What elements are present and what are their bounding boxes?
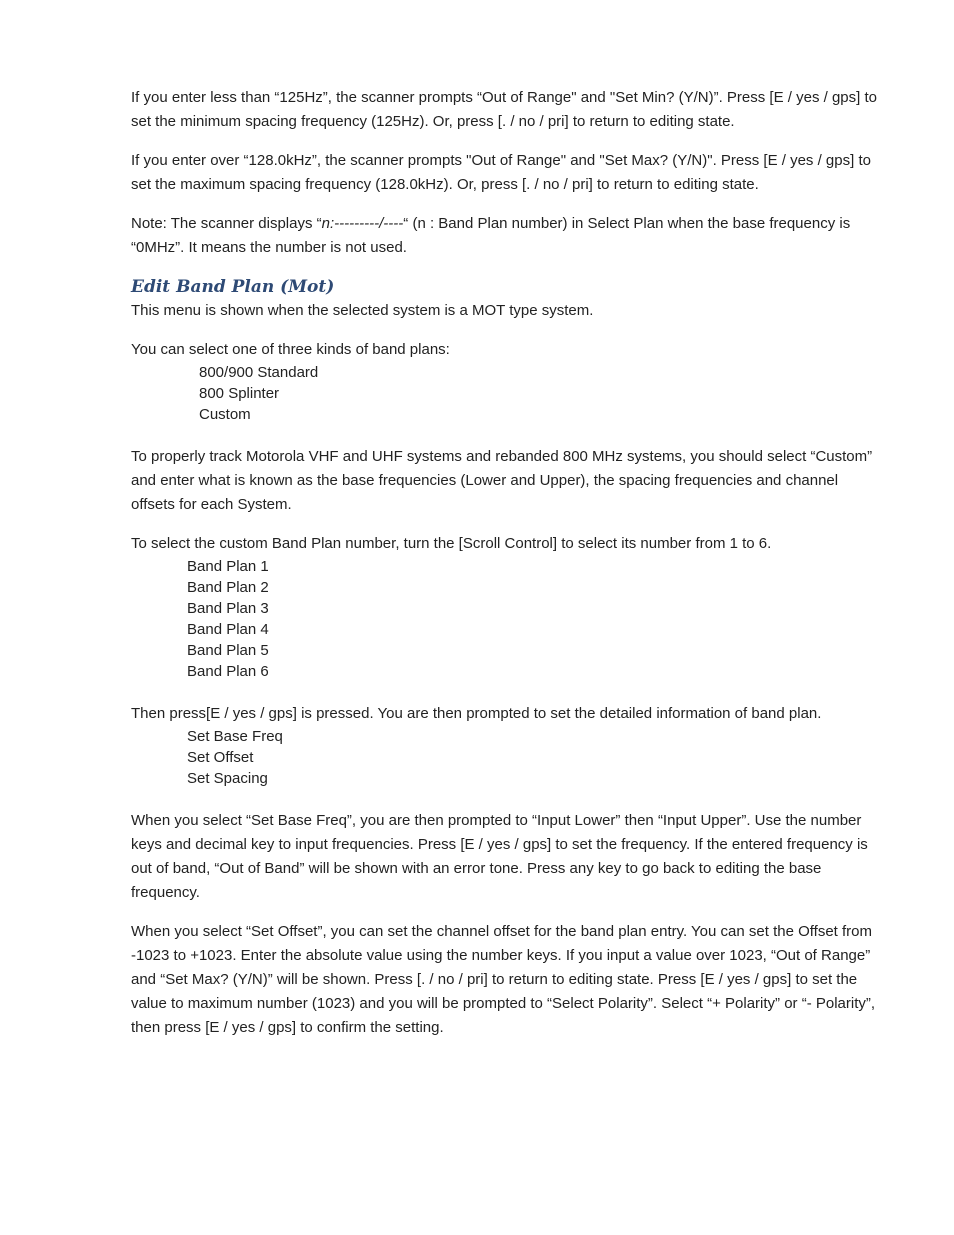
paragraph-max-spacing: If you enter over “128.0kHz”, the scanner prompts "Out of Range" and "Set Max? (Y/N)". Press [E / yes / gps] to set the maximum spacing frequency (128.0kHz). Or, press [. / no / pri] to return to editing state. bbox=[131, 152, 871, 193]
list-item: Band Plan 6 bbox=[187, 663, 269, 680]
list-item: Set Base Freq bbox=[187, 728, 283, 745]
list-item: Custom bbox=[199, 406, 251, 423]
list-item: 800 Splinter bbox=[199, 385, 280, 402]
list-item: Band Plan 1 bbox=[187, 558, 269, 575]
paragraph-plan-kinds-intro: You can select one of three kinds of band plans: bbox=[131, 341, 450, 358]
paragraph-then-press: Then press[E / yes / gps] is pressed. You are then prompted to set the detailed information of band plan. bbox=[131, 705, 822, 722]
note-suffix: “ (n : Band Plan number) in Select Plan when the base frequency is “0MHz”. It means the number is not used. bbox=[131, 215, 851, 256]
paragraph-set-base-freq: When you select “Set Base Freq”, you are then prompted to “Input Lower” then “Input Upper”. Use the number keys and decimal key to input frequencies. Press [E / yes / gps] to set the frequency. If the entered frequency is out of band, “Out of Band” will be shown with an error tone. Press any key to go back to editing the base frequency. bbox=[131, 812, 868, 901]
paragraph-set-offset: When you select “Set Offset”, you can set the channel offset for the band plan entry. You can set the Offset from -1023 to +1023. Enter the absolute value using the number keys. If you input a value over 1023, “Out of Range” and “Set Max? (Y/N)” will be shown. Press [. / no / pri] to return to editing state. Press [E / yes / gps] to set the value to maximum number (1023) and you will be prompted to “Select Polarity”. Select “+ Polarity” or “- Polarity”, then press [E / yes / gps] to confirm the setting. bbox=[131, 923, 876, 1036]
list-item: Set Offset bbox=[187, 749, 254, 766]
paragraph-select-number: To select the custom Band Plan number, turn the [Scroll Control] to select its number from 1 to 6. bbox=[131, 535, 772, 552]
document-page bbox=[131, 86, 881, 1055]
band-plan-list bbox=[131, 556, 881, 682]
list-item: Set Spacing bbox=[187, 770, 268, 787]
paragraph-mot-menu: This menu is shown when the selected system is a MOT type system. bbox=[131, 302, 594, 319]
note-paragraph bbox=[131, 212, 881, 260]
section-heading: Edit Band Plan (Mot) bbox=[131, 277, 335, 297]
list-item: 800/900 Standard bbox=[199, 364, 319, 381]
note-code: n:---------/---- bbox=[321, 215, 404, 232]
list-item: Band Plan 3 bbox=[187, 600, 269, 617]
paragraph-min-spacing: If you enter less than “125Hz”, the scanner prompts “Out of Range" and "Set Min? (Y/N)”. Press [E / yes / gps] to set the minimum spacing frequency (125Hz). Or, press [. / no / pri] to return to editing state. bbox=[131, 89, 877, 130]
list-item: Band Plan 4 bbox=[187, 621, 269, 638]
paragraph-custom: To properly track Motorola VHF and UHF systems and rebanded 800 MHz systems, you should select “Custom” and enter what is known as the base frequencies (Lower and Upper), the spacing frequencies and channel offsets for each System. bbox=[131, 448, 873, 513]
settings-list bbox=[131, 726, 881, 789]
list-item: Band Plan 2 bbox=[187, 579, 269, 596]
list-item: Band Plan 5 bbox=[187, 642, 269, 659]
note-prefix: Note: The scanner displays “ bbox=[131, 215, 322, 232]
plan-kinds-list bbox=[131, 362, 881, 425]
